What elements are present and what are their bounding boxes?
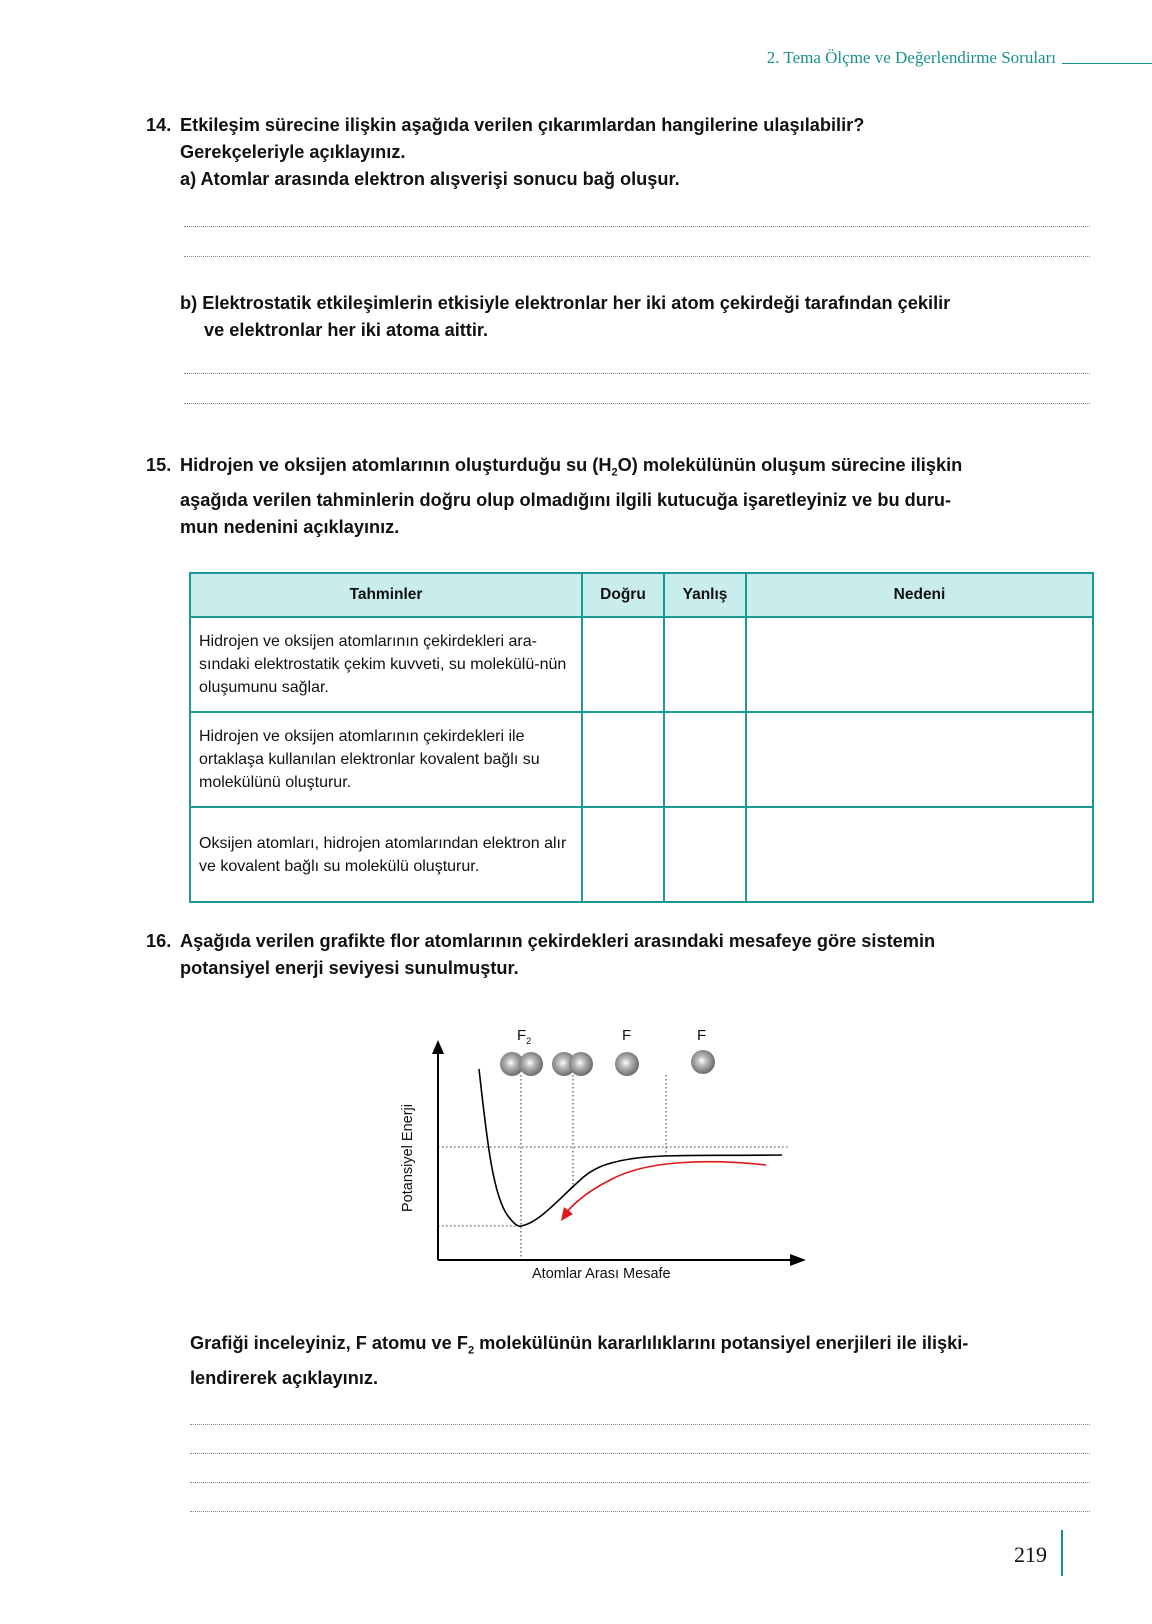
nedeni-cell[interactable]: [746, 712, 1093, 807]
option-b-line2: ve elektronlar her iki atoma aittir.: [204, 320, 489, 340]
potential-energy-chart: [380, 1020, 810, 1310]
prediction-text: Hidrojen ve oksijen atomlarının çekirdekleri ara-sındaki elektrostatik çekim kuvveti, su molekülü-nün oluşumunu sağlar.: [190, 617, 582, 712]
question-14: [146, 112, 1086, 193]
answer-line[interactable]: [190, 1482, 1090, 1483]
table-row: [190, 807, 1093, 902]
answer-line[interactable]: [184, 256, 1090, 257]
prompt-text-line2: lendirerek açıklayınız.: [190, 1367, 379, 1388]
answer-line[interactable]: [190, 1424, 1090, 1425]
table-row: [190, 617, 1093, 712]
question-text: Aşağıda verilen grafikte flor atomlarının çekirdekleri arasındaki mesafeye göre sistemin: [180, 931, 936, 951]
question-text-line2: Gerekçeleriyle açıklayınız.: [180, 142, 406, 162]
question-text: Hidrojen ve oksijen atomlarının oluşturduğu su $(H_2O)$ molekülünün oluşum sürecine ilişkin: [180, 455, 963, 479]
y-axis-label: Potansiyel Enerji: [400, 1104, 416, 1212]
answer-line[interactable]: [184, 226, 1090, 227]
question-number: 15.: [146, 455, 172, 475]
question-15: [146, 452, 1086, 541]
option-a: a) Atomlar arasında elektron alışverişi sonucu bağ oluşur.: [180, 169, 680, 189]
yanlis-checkbox-cell[interactable]: [664, 712, 746, 807]
question-16-prompt: [146, 1330, 1086, 1392]
axes: [432, 1040, 806, 1266]
atom-icon: [691, 1050, 715, 1074]
arrow-head-icon: [561, 1207, 573, 1221]
option-b: b) Elektrostatik etkileşimlerin etkisiyle elektronlar her iki atom çekirdeği tarafından çekilir: [180, 293, 951, 313]
atom-icon: [569, 1052, 593, 1076]
dogru-checkbox-cell[interactable]: [582, 617, 664, 712]
question-text-line3: mun nedenini açıklayınız.: [180, 516, 400, 537]
yanlis-checkbox-cell[interactable]: [664, 617, 746, 712]
f-label-2: F: [697, 1027, 707, 1044]
header-rule: [1062, 63, 1152, 64]
question-number: 16.: [146, 931, 172, 951]
answer-line[interactable]: [184, 403, 1090, 404]
prediction-text: Hidrojen ve oksijen atomlarının çekirdekleri ile ortaklaşa kullanılan elektronlar kovalent bağlı su molekülünü oluşturur.: [190, 712, 582, 807]
atoms: [500, 1050, 715, 1076]
header-tahminler: Tahminler: [190, 573, 582, 617]
question-number: 14.: [146, 115, 172, 135]
answer-line[interactable]: [184, 373, 1090, 374]
energy-curve: [479, 1069, 782, 1226]
f-label-1: F: [622, 1027, 632, 1044]
header-nedeni: Nedeni: [746, 573, 1093, 617]
atom-icon: [519, 1052, 543, 1076]
table-header-row: [190, 573, 1093, 617]
question-text-line2: aşağıda verilen tahminlerin doğru olup olmadığını ilgili kutucuğa işaretleyiniz ve bu duru-: [180, 489, 952, 510]
prediction-text: Oksijen atomları, hidrojen atomlarından elektron alır ve kovalent bağlı su molekülü oluşturur.: [190, 807, 582, 902]
running-header: [767, 48, 1152, 68]
header-yanlis: Yanlış: [664, 573, 746, 617]
reference-lines: [438, 1075, 790, 1260]
page-number-rule: [1061, 1530, 1063, 1576]
question-text-line2: potansiyel enerji seviyesi sunulmuştur.: [180, 958, 519, 978]
x-axis-label: Atomlar Arası Mesafe: [532, 1266, 671, 1282]
question-16: [146, 928, 1086, 982]
question-text: Etkileşim sürecine ilişkin aşağıda verilen çıkarımlardan hangilerine ulaşılabilir?: [180, 115, 865, 135]
predictions-table: [189, 572, 1094, 903]
header-dogru: Doğru: [582, 573, 664, 617]
answer-line[interactable]: [190, 1453, 1090, 1454]
nedeni-cell[interactable]: [746, 617, 1093, 712]
nedeni-cell[interactable]: [746, 807, 1093, 902]
dogru-checkbox-cell[interactable]: [582, 712, 664, 807]
table-row: [190, 712, 1093, 807]
question-14b: [146, 290, 1086, 344]
f2-label: $F_2$: [517, 1027, 532, 1046]
atom-icon: [615, 1052, 639, 1076]
dogru-checkbox-cell[interactable]: [582, 807, 664, 902]
prompt-text: Grafiği inceleyiniz, F atomu ve $F_2$ molekülünün kararlılıklarını potansiyel enerjileri ile ilişki-: [190, 1333, 969, 1357]
header-title: 2. Tema Ölçme ve Değerlendirme Soruları: [766, 48, 1056, 67]
yanlis-checkbox-cell[interactable]: [664, 807, 746, 902]
page-number: 219: [1014, 1542, 1047, 1567]
answer-line[interactable]: [190, 1511, 1090, 1512]
